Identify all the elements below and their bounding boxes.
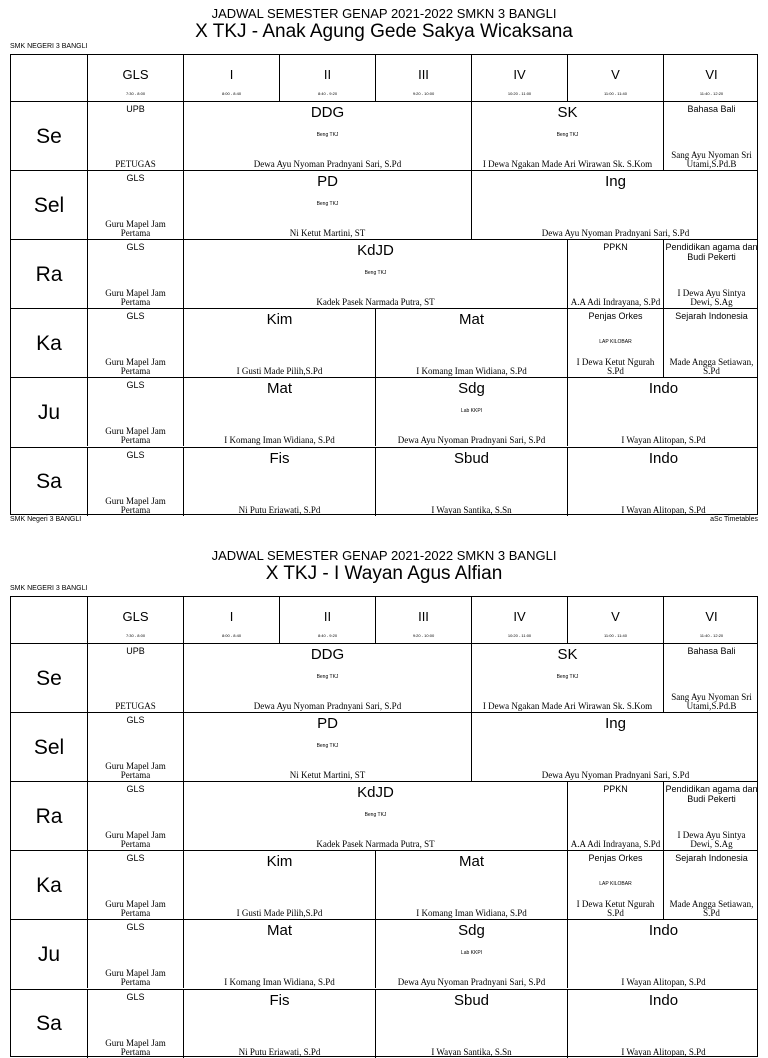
period-name: GLS [122, 67, 149, 82]
lesson-cell[interactable] [183, 782, 567, 850]
subject-name: GLS [126, 922, 145, 933]
period-time: 8:40 - 9:20 [317, 91, 338, 96]
lesson-cell[interactable] [183, 920, 375, 988]
subject-name: Indo [648, 380, 679, 398]
subject-name: KdJD [357, 784, 394, 802]
period-header [663, 597, 759, 643]
lesson-cell[interactable] [183, 644, 471, 712]
teacher-name: Guru Mapel Jam Pertama [105, 968, 166, 988]
lesson-cell[interactable] [471, 713, 759, 781]
teacher-name: Dewa Ayu Nyoman Pradnyani Sari, S.Pd [253, 701, 402, 712]
day-label: Sel [33, 193, 65, 217]
teacher-name: I Wayan Santika, S.Sn [431, 504, 512, 515]
teacher-name: Guru Mapel Jam Pertama [105, 495, 166, 515]
subject-name: PPKN [603, 242, 628, 253]
subject-name: GLS [126, 242, 145, 253]
subject-name: GLS [126, 449, 145, 460]
teacher-name: Made Angga Setiawan, S.Pd [669, 357, 754, 377]
corner-cell [11, 597, 87, 643]
lesson-cell[interactable] [567, 309, 663, 377]
teacher-name: Dewa Ayu Nyoman Pradnyani Sari, S.Pd [397, 435, 546, 446]
lesson-cell[interactable] [663, 782, 759, 850]
lesson-cell[interactable] [567, 851, 663, 919]
teacher-name: Kadek Pasek Narmada Putra, ST [316, 297, 435, 308]
subject-name: GLS [126, 715, 145, 726]
teacher-name: I Dewa Ayu Sintya Dewi, S.Ag [677, 830, 746, 850]
room-name: Beng TKJ [316, 674, 339, 680]
period-header [279, 597, 375, 643]
school-name-top: SMK NEGERI 3 BANGLI [10, 43, 88, 50]
teacher-name: I Dewa Ketut Ngurah S.Pd [576, 899, 655, 919]
day-label: Sel [33, 735, 65, 759]
room-name: LAP KILOBAR [599, 881, 632, 888]
subject-name: Indo [648, 922, 679, 940]
teacher-name: Guru Mapel Jam Pertama [105, 899, 166, 919]
teacher-name: PETUGAS [115, 701, 156, 712]
subject-name: PD [317, 173, 338, 191]
lesson-cell[interactable] [375, 448, 567, 516]
teacher-name: Sang Ayu Nyoman Sri Utami,S.Pd.B [671, 150, 752, 170]
schedule-header: JADWAL SEMESTER GENAP 2021-2022 SMKN 3 BANGLI [211, 548, 557, 563]
day-label: Ka [36, 331, 62, 355]
room-name: Beng TKJ [364, 270, 387, 277]
corner-cell [11, 55, 87, 101]
lesson-cell[interactable] [87, 920, 183, 988]
lesson-cell[interactable] [87, 713, 183, 781]
period-header [183, 55, 279, 101]
period-name: VI [705, 67, 718, 82]
period-header [87, 55, 183, 101]
teacher-name: Dewa Ayu Nyoman Pradnyani Sari, S.Pd [397, 977, 546, 988]
lesson-cell[interactable] [567, 782, 663, 850]
period-time: 11:40 - 12:20 [699, 633, 724, 638]
subject-name: Ing [605, 715, 626, 733]
period-header [567, 55, 663, 101]
subject-name: SK [557, 646, 578, 663]
period-name: I [229, 67, 234, 82]
teacher-name: Ni Putu Eriawati, S.Pd [238, 1046, 321, 1057]
school-name-top: SMK NEGERI 3 BANGLI [10, 585, 88, 592]
lesson-cell[interactable] [87, 240, 183, 308]
period-header [663, 55, 759, 101]
lesson-cell[interactable] [375, 920, 567, 988]
subject-name: Pendidikan agama dan Budi Pekerti [665, 242, 758, 263]
teacher-name: I Wayan Alitopan, S.Pd [621, 977, 706, 988]
footer-school: SMK Negeri 3 BANGLI [10, 516, 82, 523]
lesson-cell[interactable] [663, 644, 759, 712]
teacher-name: Guru Mapel Jam Pertama [105, 830, 166, 850]
subject-name: Sejarah Indonesia [675, 853, 748, 864]
period-header [567, 597, 663, 643]
schedule-section [0, 542, 768, 1057]
period-time: 10:20 - 11:00 [507, 633, 532, 638]
room-name: Lab KKPI [460, 950, 483, 957]
period-name: IV [513, 67, 526, 82]
period-name: II [323, 67, 332, 82]
footer-credit: aSc Timetables [710, 516, 758, 523]
period-name: III [418, 67, 429, 82]
subject-name: GLS [126, 853, 145, 864]
day-label: Ra [35, 804, 63, 828]
day-label: Sa [36, 1012, 62, 1036]
room-name: Beng TKJ [556, 674, 579, 680]
lesson-cell[interactable] [183, 448, 375, 516]
teacher-name: A.A Adi Indrayana, S.Pd [570, 297, 661, 308]
subject-name: SK [557, 104, 578, 121]
lesson-cell[interactable] [87, 782, 183, 850]
lesson-cell[interactable] [183, 378, 375, 446]
subject-name: UPB [126, 104, 145, 114]
teacher-name: Made Angga Setiawan, S.Pd [669, 899, 754, 919]
day-label: Ju [37, 942, 61, 966]
period-time: 7:30 - 8:00 [125, 91, 146, 96]
teacher-name: PETUGAS [115, 159, 156, 170]
lesson-cell[interactable] [567, 920, 759, 988]
teacher-name: Guru Mapel Jam Pertama [105, 288, 166, 308]
room-name: Beng TKJ [556, 132, 579, 138]
teacher-name: I Komang Iman Widiana, S.Pd [416, 908, 527, 919]
subject-name: PPKN [603, 784, 628, 795]
subject-name: GLS [126, 991, 145, 1002]
lesson-cell[interactable] [87, 851, 183, 919]
subject-name: Bahasa Bali [687, 646, 736, 656]
lesson-cell[interactable] [183, 851, 375, 919]
lesson-cell[interactable] [183, 713, 471, 781]
period-name: V [611, 67, 620, 82]
teacher-name: Ni Ketut Martini, ST [289, 770, 366, 781]
subject-name: Ing [605, 173, 626, 191]
subject-name: Sdg [458, 380, 485, 398]
subject-name: Pendidikan agama dan Budi Pekerti [665, 784, 758, 805]
teacher-name: Sang Ayu Nyoman Sri Utami,S.Pd.B [671, 692, 752, 712]
teacher-name: Kadek Pasek Narmada Putra, ST [316, 839, 435, 850]
subject-name: KdJD [357, 242, 394, 260]
lesson-cell[interactable] [87, 309, 183, 377]
lesson-cell[interactable] [375, 851, 567, 919]
subject-name: Fis [269, 449, 290, 467]
teacher-name: A.A Adi Indrayana, S.Pd [570, 839, 661, 850]
period-name: I [229, 609, 234, 624]
subject-name: Sbud [453, 449, 490, 467]
lesson-cell[interactable] [663, 240, 759, 308]
lesson-cell[interactable] [663, 309, 759, 377]
subject-name: DDG [310, 104, 345, 121]
subject-name: Bahasa Bali [687, 104, 736, 114]
period-name: VI [705, 609, 718, 624]
subject-name: Mat [266, 922, 292, 940]
teacher-name: I Wayan Santika, S.Sn [431, 1046, 512, 1057]
teacher-name: Guru Mapel Jam Pertama [105, 219, 166, 239]
teacher-name: Ni Ketut Martini, ST [289, 228, 366, 239]
subject-name: Kim [266, 853, 293, 871]
lesson-cell[interactable] [87, 448, 183, 516]
period-header [375, 55, 471, 101]
period-time: 8:00 - 8:40 [221, 91, 242, 96]
room-name: Beng TKJ [316, 743, 339, 750]
period-name: III [418, 609, 429, 624]
period-time: 11:00 - 11:40 [604, 91, 627, 96]
subject-name: DDG [310, 646, 345, 663]
timetable-grid [10, 54, 758, 515]
subject-name: GLS [126, 173, 145, 184]
day-label: Ra [35, 262, 63, 286]
day-label: Ju [37, 400, 61, 424]
subject-name: Kim [266, 311, 293, 329]
period-header [471, 55, 567, 101]
teacher-name: Ni Putu Eriawati, S.Pd [238, 504, 321, 515]
period-time: 11:00 - 11:40 [604, 633, 627, 638]
room-name: Beng TKJ [316, 201, 339, 208]
subject-name: Fis [269, 991, 290, 1009]
teacher-name: I Dewa Ayu Sintya Dewi, S.Ag [677, 288, 746, 308]
period-name: II [323, 609, 332, 624]
teacher-name: I Wayan Alitopan, S.Pd [621, 435, 706, 446]
lesson-cell[interactable] [183, 240, 567, 308]
subject-name: Mat [266, 380, 292, 398]
lesson-cell[interactable] [183, 309, 375, 377]
subject-name: Indo [648, 449, 679, 467]
subject-name: Penjas Orkes [588, 311, 643, 322]
teacher-name: Guru Mapel Jam Pertama [105, 426, 166, 446]
teacher-name: Dewa Ayu Nyoman Pradnyani Sari, S.Pd [253, 159, 402, 170]
subject-name: Sbud [453, 991, 490, 1009]
lesson-cell[interactable] [87, 171, 183, 239]
subject-name: UPB [126, 646, 145, 656]
lesson-cell[interactable] [567, 240, 663, 308]
teacher-name: I Komang Iman Widiana, S.Pd [224, 977, 335, 988]
subject-name: Penjas Orkes [588, 853, 643, 864]
period-time: 9:20 - 10:00 [412, 633, 435, 638]
period-name: V [611, 609, 620, 624]
period-header [471, 597, 567, 643]
teacher-name: I Dewa Ketut Ngurah S.Pd [576, 357, 655, 377]
lesson-cell[interactable] [471, 171, 759, 239]
lesson-cell[interactable] [567, 448, 759, 516]
period-header [183, 597, 279, 643]
lesson-cell[interactable] [663, 851, 759, 919]
subject-name: GLS [126, 380, 145, 391]
period-time: 9:20 - 10:00 [412, 91, 435, 96]
lesson-cell[interactable] [87, 644, 183, 712]
timetable-grid [10, 596, 758, 1057]
lesson-cell[interactable] [471, 644, 663, 712]
period-time: 8:00 - 8:40 [221, 633, 242, 638]
lesson-cell[interactable] [87, 102, 183, 170]
lesson-cell[interactable] [375, 309, 567, 377]
lesson-cell[interactable] [87, 378, 183, 446]
subject-name: Sejarah Indonesia [675, 311, 748, 322]
teacher-name: Guru Mapel Jam Pertama [105, 357, 166, 377]
subject-name: GLS [126, 784, 145, 795]
teacher-name: I Gusti Made Pilih,S.Pd [236, 366, 323, 377]
teacher-name: I Komang Iman Widiana, S.Pd [224, 435, 335, 446]
subject-name: Mat [458, 311, 484, 329]
subject-name: Mat [458, 853, 484, 871]
lesson-cell[interactable] [375, 378, 567, 446]
period-header [375, 597, 471, 643]
period-header [87, 597, 183, 643]
teacher-name: I Komang Iman Widiana, S.Pd [416, 366, 527, 377]
teacher-name: I Wayan Alitopan, S.Pd [621, 504, 706, 515]
period-name: GLS [122, 609, 149, 624]
subject-name: GLS [126, 311, 145, 322]
teacher-name: Guru Mapel Jam Pertama [105, 1037, 166, 1057]
teacher-name: I Dewa Ngakan Made Ari Wirawan Sk. S.Kom [482, 159, 653, 170]
lesson-cell[interactable] [471, 102, 663, 170]
teacher-name: I Wayan Alitopan, S.Pd [621, 1046, 706, 1057]
subject-name: Indo [648, 991, 679, 1009]
room-name: Beng TKJ [364, 812, 387, 819]
room-name: LAP KILOBAR [599, 339, 632, 346]
lesson-cell[interactable] [567, 378, 759, 446]
teacher-name: Guru Mapel Jam Pertama [105, 761, 166, 781]
period-name: IV [513, 609, 526, 624]
period-header [279, 55, 375, 101]
schedule-header: JADWAL SEMESTER GENAP 2021-2022 SMKN 3 BANGLI [211, 6, 557, 21]
day-label: Se [36, 666, 62, 690]
room-name: Beng TKJ [316, 132, 339, 138]
period-time: 7:30 - 8:00 [125, 633, 146, 638]
subject-name: PD [317, 715, 338, 733]
day-label: Ka [36, 873, 62, 897]
lesson-cell[interactable] [183, 171, 471, 239]
period-time: 8:40 - 9:20 [317, 633, 338, 638]
schedule-title: X TKJ - I Wayan Agus Alfian [265, 563, 503, 584]
teacher-name: Dewa Ayu Nyoman Pradnyani Sari, S.Pd [541, 228, 690, 239]
period-time: 11:40 - 12:20 [699, 91, 724, 96]
teacher-name: Dewa Ayu Nyoman Pradnyani Sari, S.Pd [541, 770, 690, 781]
lesson-cell[interactable] [663, 102, 759, 170]
teacher-name: I Gusti Made Pilih,S.Pd [236, 908, 323, 919]
period-time: 10:20 - 11:00 [507, 91, 532, 96]
day-label: Sa [36, 470, 62, 494]
subject-name: Sdg [458, 922, 485, 940]
teacher-name: I Dewa Ngakan Made Ari Wirawan Sk. S.Kom [482, 701, 653, 712]
day-label: Se [36, 124, 62, 148]
room-name: Lab KKPI [460, 408, 483, 415]
schedule-title: X TKJ - Anak Agung Gede Sakya Wicaksana [195, 21, 573, 42]
lesson-cell[interactable] [183, 102, 471, 170]
